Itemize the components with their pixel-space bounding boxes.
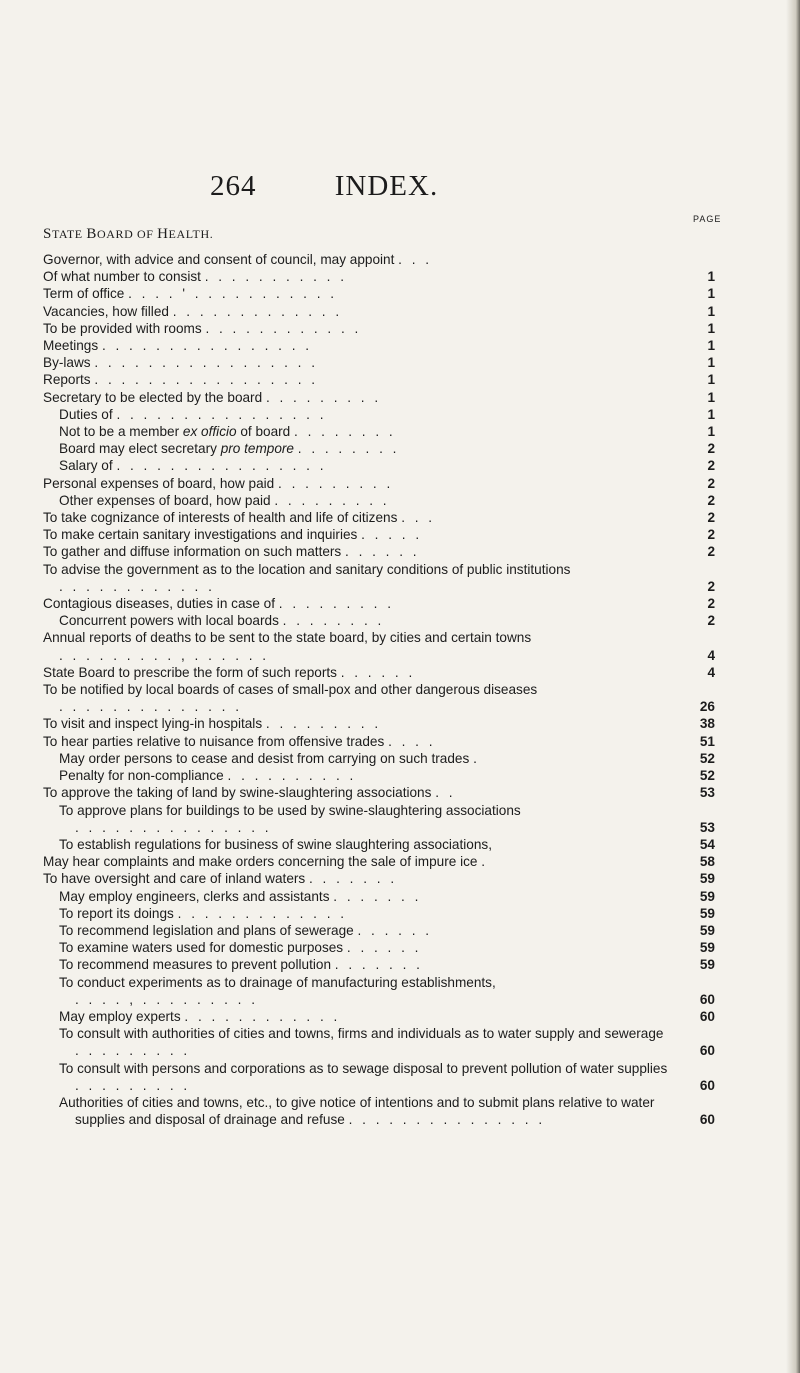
leader-dots: . . . . . . [346,940,422,956]
entry-text: To hear parties relative to nuisance from offensive trades [43,733,385,749]
leader-dots: . . . . . . . . . , . . . . . . [59,647,270,663]
entry-page-number: 2 [707,596,715,612]
entry-page-number: 2 [707,510,715,526]
index-entry [43,509,715,526]
entry-page-number: 1 [707,406,715,422]
entry-page-number: 2 [707,441,715,457]
entry-text: Other expenses of board, how paid [59,492,271,508]
entry-page-number: 51 [699,733,715,749]
leader-dots: . . . . . . . . [282,613,385,629]
entry-page-number: 53 [699,785,715,801]
entry-page-number: 1 [707,320,715,336]
index-entry [43,974,715,1008]
entry-text: To conduct experiments as to drainage of manufacturing establishments, [59,974,496,990]
entry-text: Contagious diseases, duties in case of [43,596,275,612]
index-entry [43,784,715,801]
leader-dots: . . . . . . . . . . . . . . . . [116,458,327,474]
entry-page-number: 60 [699,1077,715,1093]
leader-dots: . . . . . . . . . . . . . . . [348,1112,546,1128]
index-entry [43,406,715,423]
leader-dots: . . . . ' . . . . . . . . . . . [128,286,338,302]
entry-text: To have oversight and care of inland waters [43,871,306,887]
leader-dots: . . . . . . . . [294,424,396,440]
entry-text: May employ experts [59,1008,181,1024]
entry-page-number: 1 [707,286,715,302]
page-number: 264 [210,170,257,202]
entry-text: To make certain sanitary investigations and inquiries [43,527,358,543]
index-entry [43,526,715,543]
leader-dots: . . . . . . [357,922,433,938]
leader-dots: . . . [398,252,433,267]
entry-page-number: 1 [707,303,715,319]
page-edge-shadow [786,0,800,1373]
leader-dots: . . . . . . . . . [278,596,394,612]
entry-text: To advise the government as to the location and sanitary conditions of public institutions [43,561,571,577]
leader-dots: . . . . . . . [334,957,423,973]
index-entry [43,664,715,681]
entry-text: Of what number to consist [43,269,201,285]
entry-page-number: 52 [699,750,715,766]
entry-text: State Board to prescribe the form of such reports [43,664,337,680]
index-title: INDEX. [334,170,439,202]
entry-text: To be provided with rooms [43,320,202,336]
index-entry [43,767,715,784]
index-entry [43,1008,715,1025]
entry-text: Board may elect secretary pro tempore [59,441,294,457]
leader-dots: . [473,750,480,766]
entry-page-number: 2 [707,578,715,594]
index-entry [43,543,715,560]
entry-text: To examine waters used for domestic purposes [59,940,344,956]
entry-text: To report its doings [59,905,174,921]
section-title: STATE BOARD OF HEALTH. [43,226,214,242]
entry-text: May employ engineers, clerks and assistants [59,888,330,904]
leader-dots: . . . . . . . . . . . . [184,1008,341,1024]
index-entry [43,681,715,715]
leader-dots: . . . . . . . . . [75,1077,191,1093]
entry-page-number: 2 [707,544,715,560]
index-entry [43,922,715,939]
entry-text: Personal expenses of board, how paid [43,475,275,491]
leader-dots: . . . . . . . . . . . [204,269,348,285]
entry-page-number: 59 [699,888,715,904]
entry-page-number: 59 [699,871,715,887]
index-entry [43,440,715,457]
entry-page-number: 59 [699,940,715,956]
index-entry [43,1060,715,1094]
index-entry [43,475,715,492]
index-entry [43,251,715,268]
entry-text: Term of office [43,286,125,302]
index-entry [43,303,715,320]
index-entry [43,1025,715,1059]
page-column-label: PAGE [693,214,722,224]
entry-text: Annual reports of deaths to be sent to the state board, by cities and certain towns [43,630,532,646]
entry-page-number: 54 [699,836,715,852]
entry-page-number: 60 [699,991,715,1007]
index-entry [43,802,715,836]
entry-text: To recommend legislation and plans of sewerage [59,922,354,938]
leader-dots: . . . . . . . . . . [227,768,357,784]
entry-page-number: 58 [699,854,715,870]
entry-page-number: 1 [707,338,715,354]
entry-page-number: 2 [707,475,715,491]
entry-text: By-laws [43,355,91,371]
entry-text: Meetings [43,338,99,354]
entry-text: To approve plans for buildings to be used by swine-slaughtering associations [59,802,521,818]
entry-text: Vacancies, how filled [43,303,169,319]
entry-text: Penalty for non-compliance [59,768,224,784]
leader-dots: . . . . . . . . . . . . . . . . . [94,372,319,388]
leader-dots: . . . . . . . . . . . . . . . . [116,406,327,422]
entry-page-number: 59 [699,905,715,921]
entry-page-number: 4 [707,664,715,680]
leader-dots: . . . . . [361,527,423,543]
entry-text: May hear complaints and make orders concerning the sale of impure ice [43,854,478,870]
leader-dots: . . . . . . . . . . . . . [177,905,348,921]
entry-page-number: 2 [707,458,715,474]
entry-text: Duties of [59,406,113,422]
leader-dots: . . . . . . . . . [278,475,394,491]
leader-dots: . . . . . . . . . . . . . . . . [101,338,313,354]
index-entry [43,423,715,440]
leader-dots: . . . . . . . . . . . . . [172,303,343,319]
leader-dots: . . . . . . . . . . . . . . [59,699,242,715]
index-entry [43,561,715,595]
entry-page-number: 26 [699,699,715,715]
entry-text: To consult with persons and corporations as to sewage disposal to prevent pollution of water supplies [59,1060,668,1076]
entry-page-number: 59 [699,922,715,938]
entry-page-number: 59 [699,957,715,973]
leader-dots: . . . [401,510,436,526]
index-entry [43,715,715,732]
index-entry [43,285,715,302]
index-entry [43,268,715,285]
index-entry [43,457,715,474]
index-entry [43,595,715,612]
entry-text: To be notified by local boards of cases of small-pox and other dangerous diseases [43,682,538,698]
index-entry [43,612,715,629]
leader-dots: . . . . . . . . . . . . [205,320,362,336]
index-entries-list [43,251,715,1128]
entry-text: To establish regulations for business of swine slaughtering associations, [59,836,492,852]
index-entry [43,956,715,973]
entry-text: Concurrent powers with local boards [59,613,279,629]
entry-text: To gather and diffuse information on such matters [43,544,342,560]
entry-text: To take cognizance of interests of health and life of citizens [43,510,398,526]
entry-text: To approve the taking of land by swine-slaughtering associations [43,785,432,801]
leader-dots: . . [435,785,456,801]
index-entry [43,870,715,887]
index-entry [43,905,715,922]
entry-text: Not to be a member ex officio of board [59,424,291,440]
index-entry [43,836,715,853]
entry-text: Governor, with advice and consent of council, may appoint [43,252,395,267]
entry-page-number: 1 [707,355,715,371]
index-entry [43,354,715,371]
leader-dots: . . . . . . . . [297,441,400,457]
entry-page-number: 2 [707,613,715,629]
entry-page-number: 2 [707,492,715,508]
index-entry [43,389,715,406]
entry-text: Reports [43,372,91,388]
leader-dots: . . . . . . . . . . . . . . . [75,819,272,835]
entry-page-number: 60 [699,1043,715,1059]
entry-text: To visit and inspect lying-in hospitals [43,716,263,732]
entry-page-number: 1 [707,424,715,440]
leader-dots: . . . . [388,733,436,749]
entry-text: Salary of [59,458,113,474]
entry-page-number: 2 [707,527,715,543]
index-entry [43,888,715,905]
leader-dots: . . . . . . . . . [75,1043,191,1059]
entry-page-number: 52 [699,768,715,784]
entry-text: May order persons to cease and desist from carrying on such trades [59,750,470,766]
entry-page-number: 53 [699,819,715,835]
entry-page-number: 60 [699,1008,715,1024]
index-entry [43,320,715,337]
index-entry [43,733,715,750]
leader-dots: . . . . . . . . . . . . [59,578,215,594]
index-entry [43,629,715,663]
leader-dots: . . . . . . . [309,871,398,887]
entry-page-number: 1 [707,269,715,285]
leader-dots: . . . . . . . . . [274,492,390,508]
index-entry [43,750,715,767]
index-entry [43,1094,715,1128]
index-entry [43,853,715,870]
entry-text: To consult with authorities of cities and towns, firms and individuals as to water supply and sewerage [59,1026,664,1042]
entry-page-number: 1 [707,372,715,388]
entry-text: Authorities of cities and towns, etc., to give notice of intentions and to submit plans relative to water supplies and disposal of drainage and refuse [59,1094,655,1128]
index-entry [43,371,715,388]
index-entry [43,939,715,956]
entry-page-number: 4 [707,647,715,663]
leader-dots: . . . . . . [345,544,420,560]
entry-text: Secretary to be elected by the board [43,389,263,405]
leader-dots: . . . . , . . . . . . . . . [75,991,258,1007]
index-entry [43,492,715,509]
leader-dots: . . . . . . [340,664,416,680]
leader-dots: . . . . . . . . . . . . . . . . . [94,355,319,371]
entry-page-number: 1 [707,389,715,405]
leader-dots: . . . . . . . . . [265,389,382,405]
entry-text: To recommend measures to prevent pollution [59,957,332,973]
entry-page-number: 38 [699,716,715,732]
leader-dots: . . . . . . . [333,888,422,904]
running-head [210,170,438,203]
index-entry [43,337,715,354]
leader-dots: . . . . . . . . . [265,716,382,732]
leader-dots: . [481,854,489,870]
entry-page-number: 60 [699,1112,715,1128]
